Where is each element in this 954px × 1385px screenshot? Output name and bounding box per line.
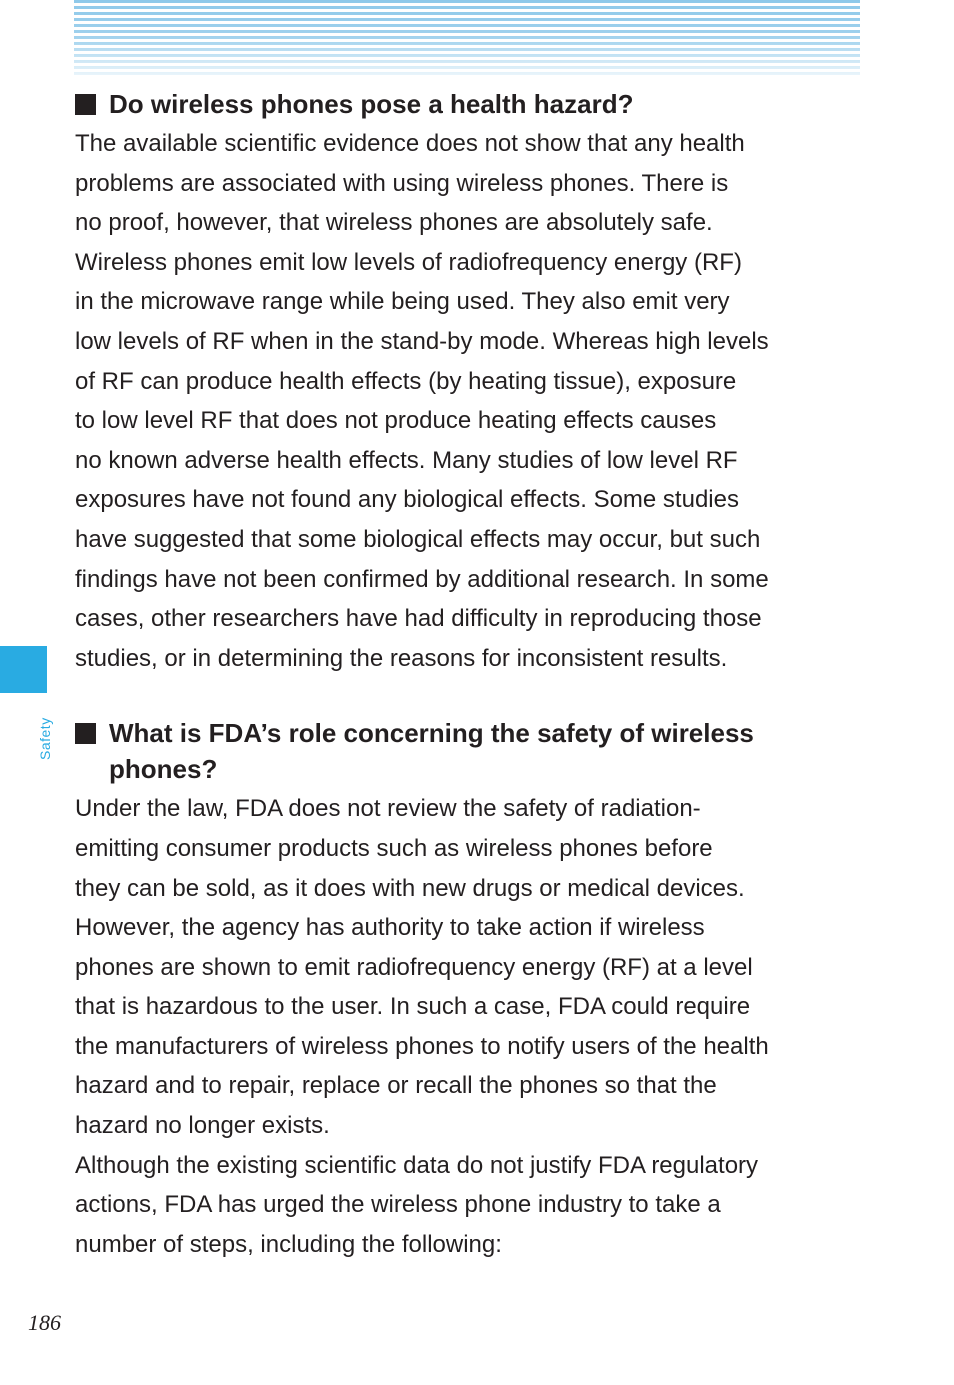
body-line: phones are shown to emit radiofrequency energy (RF) at a level <box>75 953 753 981</box>
body-line: Wireless phones emit low levels of radiofrequency energy (RF) <box>75 248 742 276</box>
body-line: Although the existing scientific data do not justify FDA regulatory <box>75 1151 759 1179</box>
body-line: findings have not been confirmed by additional research. In some <box>75 565 769 593</box>
body-line: to low level RF that does not produce heating effects causes <box>75 407 717 435</box>
body-line: cases, other researchers have had difficulty in reproducing those <box>75 605 762 633</box>
section-heading-health-hazard <box>75 86 875 122</box>
body-line: they can be sold, as it does with new drugs or medical devices. <box>75 874 745 902</box>
page-content <box>75 86 875 1264</box>
body-line: have suggested that some biological effects may occur, but such <box>75 525 761 553</box>
body-line: of RF can produce health effects (by heating tissue), exposure <box>75 367 737 395</box>
body-line: in the microwave range while being used. They also emit very <box>75 288 730 316</box>
body-line: low levels of RF when in the stand-by mode. Whereas high levels <box>75 327 769 355</box>
page-number: 186 <box>28 1310 61 1335</box>
body-line: studies, or in determining the reasons for inconsistent results. <box>75 644 728 672</box>
body-line: actions, FDA has urged the wireless phone industry to take a <box>75 1191 721 1219</box>
body-line: hazard and to repair, replace or recall the phones so that the <box>75 1072 717 1100</box>
body-line: no known adverse health effects. Many studies of low level RF <box>75 446 738 474</box>
header-stripe-band <box>74 0 860 78</box>
heading-line: phones? <box>109 754 218 785</box>
square-bullet-icon <box>75 723 96 744</box>
body-line: The available scientific evidence does not show that any health <box>75 130 745 157</box>
body-line: However, the agency has authority to take action if wireless <box>75 914 705 942</box>
section-tab-marker <box>0 646 47 693</box>
body-line: exposures have not found any biological effects. Some studies <box>75 486 739 514</box>
heading-line: What is FDA’s role concerning the safety of wireless <box>109 718 754 749</box>
section-body-health-hazard <box>75 124 865 678</box>
body-line: that is hazardous to the user. In such a case, FDA could require <box>75 993 751 1021</box>
square-bullet-icon <box>75 94 96 115</box>
section-tab-label: Safety <box>37 717 53 760</box>
body-line: number of steps, including the following: <box>75 1230 502 1258</box>
section-body-fda-role <box>75 789 865 1264</box>
heading-text: Do wireless phones pose a health hazard? <box>109 89 634 119</box>
body-line: the manufacturers of wireless phones to notify users of the health <box>75 1032 769 1060</box>
body-line: hazard no longer exists. <box>75 1112 330 1140</box>
body-line: no proof, however, that wireless phones are absolutely safe. <box>75 209 713 237</box>
heading-text <box>109 715 754 787</box>
body-line: problems are associated with using wireless phones. There is <box>75 169 729 197</box>
body-line: emitting consumer products such as wireless phones before <box>75 834 713 862</box>
body-line: Under the law, FDA does not review the safety of radiation- <box>75 795 701 823</box>
section-heading-fda-role <box>75 715 875 787</box>
